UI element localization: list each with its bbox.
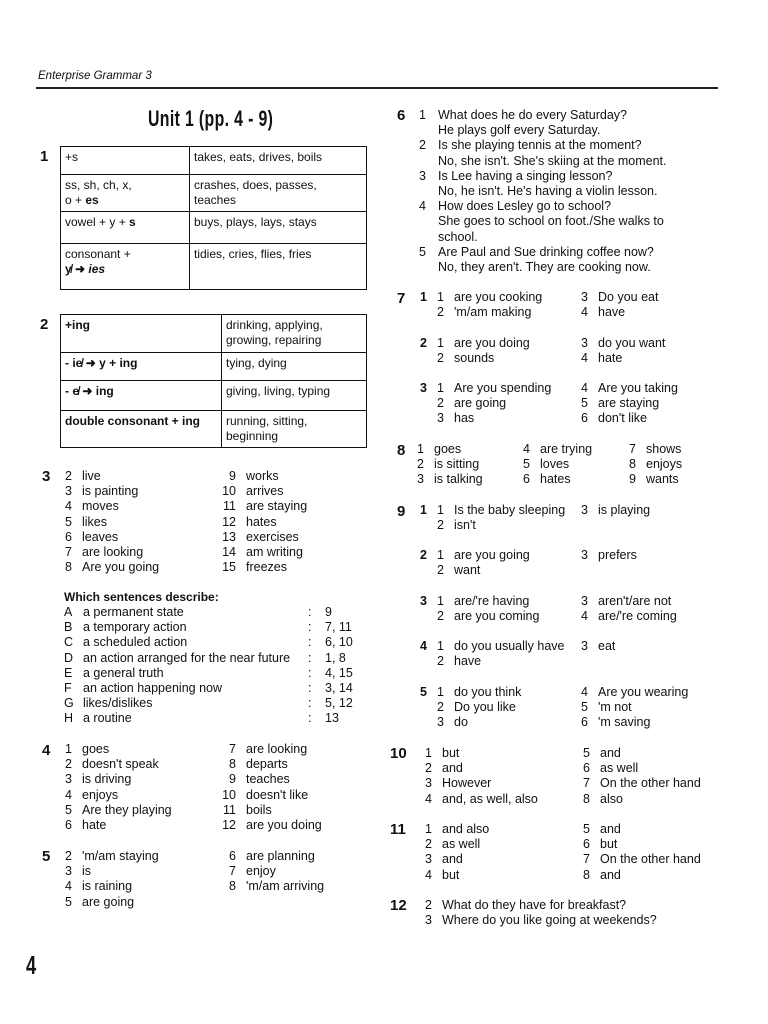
ex3-answer-num: 8 — [65, 560, 72, 575]
which-letter: E — [64, 665, 73, 680]
ex9-answer-num: 2 — [437, 518, 444, 533]
ex9-answer-text: have — [454, 654, 482, 669]
cross-e-icon: e̸ — [72, 384, 80, 398]
ex7-answer-num: 1 — [437, 290, 444, 304]
ex3-answer-num: 5 — [65, 514, 72, 529]
ex11-answer-num: 5 — [583, 822, 590, 836]
ex8-answer-num: 7 — [629, 442, 636, 456]
ex7-answer-text: Are you taking — [598, 381, 678, 395]
ex3-answer-num: 10 — [222, 484, 236, 499]
ex6-question: Is Lee having a singing lesson? — [438, 168, 613, 183]
ex9-answer-num: 5 — [581, 700, 588, 715]
ex3-answer-num: 12 — [222, 514, 236, 529]
ex8-answer-text: wants — [646, 472, 679, 487]
ex2-examples: drinking, applying, growing, repairing — [222, 315, 367, 353]
ex11-number: 11 — [390, 821, 406, 838]
ex2-rule: +ing — [61, 315, 222, 353]
ex6-answer: She goes to school on foot./She walks to — [438, 214, 664, 229]
ex4-answer-text: goes — [82, 742, 110, 756]
which-letter: D — [64, 650, 74, 665]
ex10-answer-text: On the other hand — [600, 776, 701, 791]
which-answers: 5, 12 — [325, 696, 353, 711]
ex3-answer-text: are staying — [246, 499, 308, 514]
ex10-answer-text: and, as well, also — [442, 791, 538, 806]
ex5-number: 5 — [42, 848, 51, 865]
ex10-answer-num: 7 — [583, 776, 590, 791]
ex12-number: 12 — [390, 897, 407, 914]
which-letter: H — [64, 711, 74, 726]
ex9-answer-text: aren't/are not — [598, 594, 672, 608]
ex11-answer-num: 6 — [583, 837, 590, 852]
ex10-answer-num: 3 — [425, 776, 432, 791]
ex7-answer-num: 5 — [581, 396, 588, 411]
ex6-item-num: 1 — [419, 108, 426, 122]
ex10-answer-num: 2 — [425, 761, 432, 776]
ex10-answer-text: and — [442, 761, 463, 776]
ex9-answer-text: are you going — [454, 548, 530, 562]
which-answers: 13 — [325, 711, 339, 726]
ex6-answer: No, he isn't. He's having a violin lesson. — [438, 184, 658, 198]
ex2-rule: - e̸ ➜ ing — [61, 381, 222, 411]
ex11-answer-num: 4 — [425, 867, 432, 882]
ex11-answer-text: as well — [442, 837, 481, 852]
ex11-answer-text: but — [600, 837, 618, 852]
ex4-answer-num: 9 — [229, 772, 236, 787]
ex4-answer-text: hate — [82, 818, 107, 832]
ex4-answer-text: are looking — [246, 742, 308, 756]
which-title: Which sentences describe: — [64, 590, 219, 604]
ex5-answer-num: 2 — [65, 849, 72, 863]
ex9-answer-num: 1 — [437, 639, 444, 653]
unit-title: Unit 1 (pp. 4 - 9) — [148, 106, 274, 131]
ex10-answer-text: but — [442, 746, 460, 760]
ex2-number: 2 — [40, 316, 49, 333]
ex3-answer-num: 11 — [223, 499, 236, 514]
which-description: a temporary action — [83, 620, 187, 635]
ex9-answer-text: are you coming — [454, 609, 540, 624]
ex8-answer-num: 8 — [629, 457, 636, 472]
ex7-number: 7 — [397, 290, 406, 307]
ex6-question: Are Paul and Sue drinking coffee now? — [438, 244, 654, 259]
ex6-answer: No, she isn't. She's skiing at the moment. — [438, 153, 667, 168]
ex7-answer-text: has — [454, 411, 475, 426]
ex8-answer-text: enjoys — [646, 457, 683, 472]
ex7-answer-num: 2 — [437, 351, 444, 366]
ex1-rule: +s — [61, 147, 190, 175]
ex8-answer-text: loves — [540, 457, 570, 472]
ex11-answer-text: and — [442, 852, 463, 867]
ex2-examples: running, sitting, beginning — [222, 411, 367, 448]
which-answers: 1, 8 — [325, 650, 346, 665]
ex3-answer-text: Are you going — [82, 560, 160, 575]
ex3-answer-num: 3 — [65, 484, 72, 499]
ex11-answer-text: and — [600, 822, 621, 836]
ex7-answer-text: Are you spending — [454, 381, 552, 395]
ex8-answer-num: 4 — [523, 442, 530, 456]
ex7-answer-text: are going — [454, 396, 507, 411]
ex9-group-num: 2 — [420, 548, 427, 562]
ex9-answer-text: is playing — [598, 503, 651, 517]
ex3-answer-text: freezes — [246, 560, 287, 575]
ex9-answer-text: prefers — [598, 548, 637, 562]
ex7-answer-text: sounds — [454, 351, 495, 366]
ex7-answer-num: 2 — [437, 305, 444, 320]
ex6-question: What does he do every Saturday? — [438, 108, 628, 122]
ex9-answer-num: 4 — [581, 609, 588, 624]
ex9-answer-text: Do you like — [454, 700, 516, 715]
ex9-answer-num: 2 — [437, 563, 444, 578]
ex10-answer-num: 1 — [425, 746, 432, 760]
ex9-answer-text: eat — [598, 639, 616, 653]
ex3-answer-num: 2 — [65, 469, 72, 483]
ex3-answer-text: arrives — [246, 484, 284, 499]
ex3-answer-text: leaves — [82, 529, 119, 544]
which-description: a scheduled action — [83, 635, 188, 650]
ex7-answer-num: 1 — [437, 381, 444, 395]
ex3-answer-text: exercises — [246, 529, 299, 544]
which-letter: A — [64, 605, 73, 619]
ex4-answer-text: boils — [246, 802, 272, 817]
ex7-answer-num: 6 — [581, 411, 588, 426]
ex5-answer-num: 5 — [65, 894, 72, 909]
ex10-answer-text: and — [600, 746, 621, 760]
ex3-answer-num: 6 — [65, 529, 72, 544]
header-rule — [36, 87, 718, 89]
ex6-item-num: 5 — [419, 244, 426, 259]
which-answers: 9 — [325, 605, 332, 619]
ex3-answer-text: are looking — [82, 545, 144, 559]
ex4-answer-num: 8 — [229, 757, 236, 772]
ex8-answer-num: 3 — [417, 472, 424, 487]
cross-ie-icon: ie̸ — [72, 356, 83, 370]
ex4-answer-num: 5 — [65, 802, 72, 817]
ex10-answer-num: 6 — [583, 761, 590, 776]
ex4-answer-num: 1 — [65, 742, 72, 756]
ex6-answer: He plays golf every Saturday. — [438, 123, 601, 138]
ex9-answer-num: 1 — [437, 548, 444, 562]
ex5-answer-num: 7 — [229, 864, 236, 879]
ex9-answer-text: 'm not — [598, 700, 632, 715]
ex12-answer-text: Where do you like going at weekends? — [442, 913, 657, 928]
ex1-examples: tidies, cries, flies, fries — [190, 244, 367, 290]
which-letter: C — [64, 635, 74, 650]
ex9-answer-num: 3 — [581, 548, 588, 562]
ex7-answer-num: 1 — [437, 336, 444, 350]
which-description: a routine — [83, 711, 132, 726]
ex5-answer-text: are planning — [246, 849, 315, 863]
ex11-answer-num: 2 — [425, 837, 432, 852]
ex9-answer-text: 'm saving — [598, 715, 651, 730]
ex1-table — [60, 146, 367, 290]
ex4-answer-num: 7 — [229, 742, 236, 756]
ex3-number: 3 — [42, 468, 51, 485]
which-description: a general truth — [83, 665, 164, 680]
ex7-answer-text: are staying — [598, 396, 660, 411]
ex7-answer-text: Do you eat — [598, 290, 659, 304]
ex7-answer-num: 3 — [581, 290, 588, 304]
ex7-answer-num: 4 — [581, 305, 588, 320]
ex9-answer-num: 2 — [437, 700, 444, 715]
ex10-answer-text: However — [442, 776, 492, 791]
ex3-answer-num: 9 — [229, 469, 236, 483]
ex5-answer-text: 'm/am arriving — [246, 879, 325, 894]
ex7-answer-num: 2 — [437, 396, 444, 411]
ex9-group-num: 3 — [420, 594, 427, 608]
which-colon: : — [308, 665, 312, 680]
ex8-answer-num: 2 — [417, 457, 424, 472]
cross-y-icon: y̸ — [65, 262, 72, 276]
ex4-answer-num: 12 — [222, 818, 236, 832]
which-colon: : — [308, 605, 312, 619]
ex9-answer-text: Is the baby sleeping — [454, 503, 566, 517]
ex9-answer-text: are/'re having — [454, 594, 530, 608]
ex9-answer-num: 1 — [437, 685, 444, 699]
which-description: a permanent state — [83, 605, 184, 619]
ex7-answer-num: 4 — [581, 351, 588, 366]
which-answers: 4, 15 — [325, 665, 353, 680]
ex8-number: 8 — [397, 442, 406, 459]
ex11-answer-text: On the other hand — [600, 852, 701, 867]
which-description: an action arranged for the near future — [83, 650, 291, 665]
ex3-answer-text: likes — [82, 514, 108, 529]
ex3-answer-num: 4 — [65, 499, 72, 514]
ex3-answer-text: is painting — [82, 484, 139, 499]
ex1-rule: vowel + y + s — [61, 212, 190, 244]
ex6-item-num: 4 — [419, 199, 426, 214]
ex5-answer-text: 'm/am staying — [82, 849, 159, 863]
ex9-answer-num: 3 — [581, 639, 588, 653]
ex3-answer-text: moves — [82, 499, 119, 514]
ex4-answer-num: 11 — [223, 802, 236, 817]
ex8-answer-num: 5 — [523, 457, 530, 472]
which-letter: F — [64, 681, 72, 695]
ex9-answer-text: do — [454, 715, 468, 730]
ex5-answer-text: enjoy — [246, 864, 276, 879]
ex3-answer-text: works — [246, 469, 279, 483]
ex7-answer-text: don't like — [598, 411, 647, 426]
ex12-answer-text: What do they have for breakfast? — [442, 898, 627, 912]
ex9-answer-text: do you think — [454, 685, 522, 699]
ex10-answer-num: 4 — [425, 791, 432, 806]
ex2-rule: double consonant + ing — [61, 411, 222, 448]
ex1-examples: takes, eats, drives, boils — [190, 147, 367, 175]
ex9-number: 9 — [397, 503, 406, 520]
ex9-answer-num: 4 — [581, 685, 588, 699]
ex3-answer-num: 7 — [65, 545, 72, 559]
ex9-answer-num: 3 — [581, 503, 588, 517]
ex9-answer-num: 3 — [437, 715, 444, 730]
ex2-table — [60, 314, 367, 448]
ex8-answer-text: is talking — [434, 472, 483, 487]
ex5-answer-num: 3 — [65, 864, 72, 879]
ex7-answer-text: 'm/am making — [454, 305, 532, 320]
ex3-answer-num: 14 — [222, 545, 236, 559]
which-colon: : — [308, 635, 312, 650]
ex12-answer-num: 3 — [425, 913, 432, 928]
ex7-answer-text: have — [598, 305, 626, 320]
ex9-answer-text: are/'re coming — [598, 609, 677, 624]
ex12-answer-num: 2 — [425, 898, 432, 912]
ex6-question: How does Lesley go to school? — [438, 199, 612, 214]
ex9-answer-text: want — [454, 563, 481, 578]
ex9-group-num: 5 — [420, 685, 427, 699]
ex5-answer-text: is — [82, 864, 92, 879]
ex11-answer-num: 7 — [583, 852, 590, 867]
which-colon: : — [308, 696, 312, 711]
ex9-answer-num: 2 — [437, 609, 444, 624]
ex1-number: 1 — [40, 148, 49, 165]
ex4-answer-text: teaches — [246, 772, 290, 787]
ex7-answer-text: are you cooking — [454, 290, 543, 304]
ex10-number: 10 — [390, 745, 407, 762]
ex2-rule: - ie̸ ➜ y + ing — [61, 353, 222, 381]
ex11-answer-text: and also — [442, 822, 490, 836]
ex4-answer-text: Are they playing — [82, 802, 172, 817]
ex5-answer-num: 6 — [229, 849, 236, 863]
which-description: an action happening now — [83, 681, 223, 695]
ex11-answer-num: 8 — [583, 867, 590, 882]
ex7-answer-text: are you doing — [454, 336, 530, 350]
ex7-group-num: 3 — [420, 381, 427, 395]
ex5-answer-num: 8 — [229, 879, 236, 894]
ex8-answer-num: 9 — [629, 472, 636, 487]
which-colon: : — [308, 650, 312, 665]
ex9-answer-num: 6 — [581, 715, 588, 730]
ex4-answer-text: is driving — [82, 772, 132, 787]
ex8-answer-text: is sitting — [434, 457, 480, 472]
ex1-rule: consonant + y̸ ➜ ies — [61, 244, 190, 290]
ex9-answer-text: isn't — [454, 518, 476, 533]
ex2-examples: giving, living, typing — [222, 381, 367, 411]
ex9-answer-text: do you usually have — [454, 639, 565, 653]
which-letter: G — [64, 696, 74, 711]
ex9-group-num: 4 — [420, 639, 427, 653]
ex7-answer-num: 3 — [437, 411, 444, 426]
ex7-answer-num: 4 — [581, 381, 588, 395]
ex3-answer-num: 13 — [222, 529, 236, 544]
ex10-answer-text: as well — [600, 761, 639, 776]
which-answers: 7, 11 — [325, 620, 352, 635]
ex7-answer-text: hate — [598, 351, 623, 366]
ex8-answer-num: 1 — [417, 442, 424, 456]
ex7-group-num: 1 — [420, 290, 427, 304]
which-colon: : — [308, 620, 312, 635]
ex8-answer-text: hates — [540, 472, 571, 487]
book-header: Enterprise Grammar 3 — [38, 70, 152, 82]
ex7-group-num: 2 — [420, 336, 427, 350]
ex8-answer-text: shows — [646, 442, 682, 456]
which-description: likes/dislikes — [83, 696, 153, 711]
which-letter: B — [64, 620, 73, 635]
which-colon: : — [308, 681, 312, 695]
ex6-number: 6 — [397, 107, 406, 124]
ex6-question: Is she playing tennis at the moment? — [438, 138, 642, 153]
ex1-examples: crashes, does, passes, teaches — [190, 175, 367, 212]
ex8-answer-text: goes — [434, 442, 462, 456]
page-number: 4 — [26, 950, 37, 980]
ex4-answer-text: departs — [246, 757, 288, 772]
ex10-answer-num: 8 — [583, 791, 590, 806]
ex11-answer-text: and — [600, 867, 621, 882]
ex5-answer-text: is raining — [82, 879, 133, 894]
ex4-answer-num: 2 — [65, 757, 72, 772]
ex11-answer-num: 1 — [425, 822, 432, 836]
ex6-answer: school. — [438, 229, 478, 244]
ex4-number: 4 — [42, 742, 51, 759]
ex11-answer-num: 3 — [425, 852, 432, 867]
ex1-examples: buys, plays, lays, stays — [190, 212, 367, 244]
ex1-rule: ss, sh, ch, x, o + es — [61, 175, 190, 212]
ex5-answer-text: are going — [82, 894, 135, 909]
ex9-answer-text: Are you wearing — [598, 685, 689, 699]
ex9-answer-num: 1 — [437, 503, 444, 517]
ex4-answer-num: 4 — [65, 787, 72, 802]
ex4-answer-text: enjoys — [82, 787, 119, 802]
ex4-answer-text: are you doing — [246, 818, 322, 832]
ex3-answer-text: am writing — [246, 545, 303, 559]
ex4-answer-text: doesn't like — [246, 787, 309, 802]
ex7-answer-text: do you want — [598, 336, 666, 350]
ex3-answer-num: 15 — [222, 560, 236, 575]
ex10-answer-text: also — [600, 791, 623, 806]
ex5-answer-num: 4 — [65, 879, 72, 894]
ex6-item-num: 3 — [419, 168, 426, 183]
ex4-answer-num: 10 — [222, 787, 236, 802]
ex6-answer: No, they aren't. They are cooking now. — [438, 260, 651, 274]
ex4-answer-num: 6 — [65, 818, 72, 832]
which-answers: 3, 14 — [325, 681, 353, 695]
which-answers: 6, 10 — [325, 635, 353, 650]
ex7-answer-num: 3 — [581, 336, 588, 350]
ex8-answer-text: are trying — [540, 442, 593, 456]
ex6-item-num: 2 — [419, 138, 426, 153]
ex9-answer-num: 2 — [437, 654, 444, 669]
ex9-answer-num: 3 — [581, 594, 588, 608]
ex9-answer-num: 1 — [437, 594, 444, 608]
ex3-answer-text: hates — [246, 514, 277, 529]
ex10-answer-num: 5 — [583, 746, 590, 760]
ex11-answer-text: but — [442, 867, 460, 882]
ex4-answer-num: 3 — [65, 772, 72, 787]
ex8-answer-num: 6 — [523, 472, 530, 487]
ex4-answer-text: doesn't speak — [82, 757, 159, 772]
which-colon: : — [308, 711, 312, 726]
ex2-examples: tying, dying — [222, 353, 367, 381]
ex9-group-num: 1 — [420, 503, 427, 517]
ex3-answer-text: live — [82, 469, 101, 483]
